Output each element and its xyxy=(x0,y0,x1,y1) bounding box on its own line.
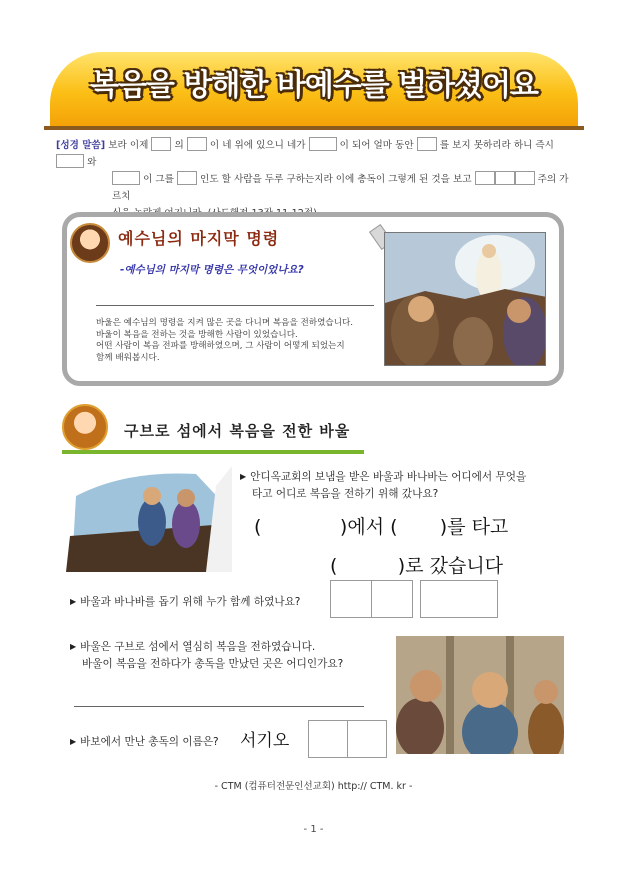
answer-line[interactable] xyxy=(74,706,364,707)
verse-blank[interactable] xyxy=(475,171,495,185)
question-3: ▶ 바울은 구브로 섬에서 열심히 복음을 전하였습니다. 바울이 복음을 전하다가 총독을 만났던 곳은 어디인가요? xyxy=(70,638,400,673)
paul-barnabas-ship-illustration xyxy=(66,466,232,572)
section1-body: 바울은 예수님의 명령을 지켜 많은 곳을 다니며 복음을 전하였습니다. 바울이 복음을 전하는 것을 방해한 사람이 있었습니다. 어떤 사람이 복음 전파를 방해하였으며, 그 사람이 어떻게 되었는지 함께 배워봅시다. xyxy=(96,318,354,363)
student-writing-icon xyxy=(62,404,108,450)
answer-box[interactable] xyxy=(347,720,387,758)
section2-title: 구브로 섬에서 복음을 전한 바울 xyxy=(124,422,351,440)
section1-title: 예수님의 마지막 명령 xyxy=(118,229,280,248)
verse-blank[interactable] xyxy=(417,137,437,151)
triangle-bullet-icon: ▶ xyxy=(70,597,77,606)
page-number: - 1 - xyxy=(303,824,324,835)
triangle-bullet-icon: ▶ xyxy=(70,642,77,651)
answer-box[interactable] xyxy=(308,720,348,758)
title-underline xyxy=(44,126,584,130)
question-1: ▶ 안디옥교회의 보냄을 받은 바울과 바나바는 어디에서 무엇을 타고 어디로 복음을 전하기 위해 갔나요? xyxy=(240,468,570,503)
verse-blank[interactable] xyxy=(309,137,337,151)
jesus-ascension-illustration xyxy=(384,232,546,366)
answer-box[interactable] xyxy=(420,580,498,618)
answer-line[interactable] xyxy=(96,305,374,306)
verse-blank[interactable] xyxy=(495,171,515,185)
question-4: ▶ 바보에서 만난 총독의 이름은? xyxy=(70,733,219,751)
apostles-illustration xyxy=(386,636,564,754)
triangle-bullet-icon: ▶ xyxy=(240,472,247,481)
question-2: ▶ 바울과 바나바를 돕기 위해 누가 함께 하였나요? xyxy=(70,593,300,611)
verse-label: [성경 말씀] xyxy=(56,140,106,151)
verse-blank[interactable] xyxy=(177,171,197,185)
fill-in-answer-1[interactable]: ( )에서 ( )를 타고 xyxy=(254,516,509,538)
governor-name-answer: 서기오 xyxy=(240,731,290,751)
answer-box[interactable] xyxy=(330,580,372,618)
footer-credit: - CTM (컴퓨터전문인선교회) http:// CTM. kr - xyxy=(214,781,413,792)
triangle-bullet-icon: ▶ xyxy=(70,737,77,746)
answer-box[interactable] xyxy=(371,580,413,618)
student-avatar-icon xyxy=(70,223,110,263)
verse-blank[interactable] xyxy=(56,154,84,168)
section2-underline xyxy=(62,450,364,454)
verse-blank[interactable] xyxy=(112,171,140,185)
verse-blank[interactable] xyxy=(515,171,535,185)
verse-blank[interactable] xyxy=(187,137,207,151)
fill-in-answer-2[interactable]: ( )로 갔습니다 xyxy=(330,555,504,577)
page-title: 복음을 방해한 바예수를 벌하셨어요 xyxy=(89,68,539,103)
section1-question: -예수님의 마지막 명령은 무엇이었나요? xyxy=(120,264,304,276)
bible-verse: [성경 말씀] 보라 이제 의 이 네 위에 있으니 네가 이 되어 얼마 동안 를 보지 못하리라 하니 즉시 와 이 그를 인도 할 사람을 두루 구하는지라 이에 총독이 그렇게 된 것을 보고 주의 가르치 xyxy=(56,137,576,222)
verse-blank[interactable] xyxy=(151,137,171,151)
